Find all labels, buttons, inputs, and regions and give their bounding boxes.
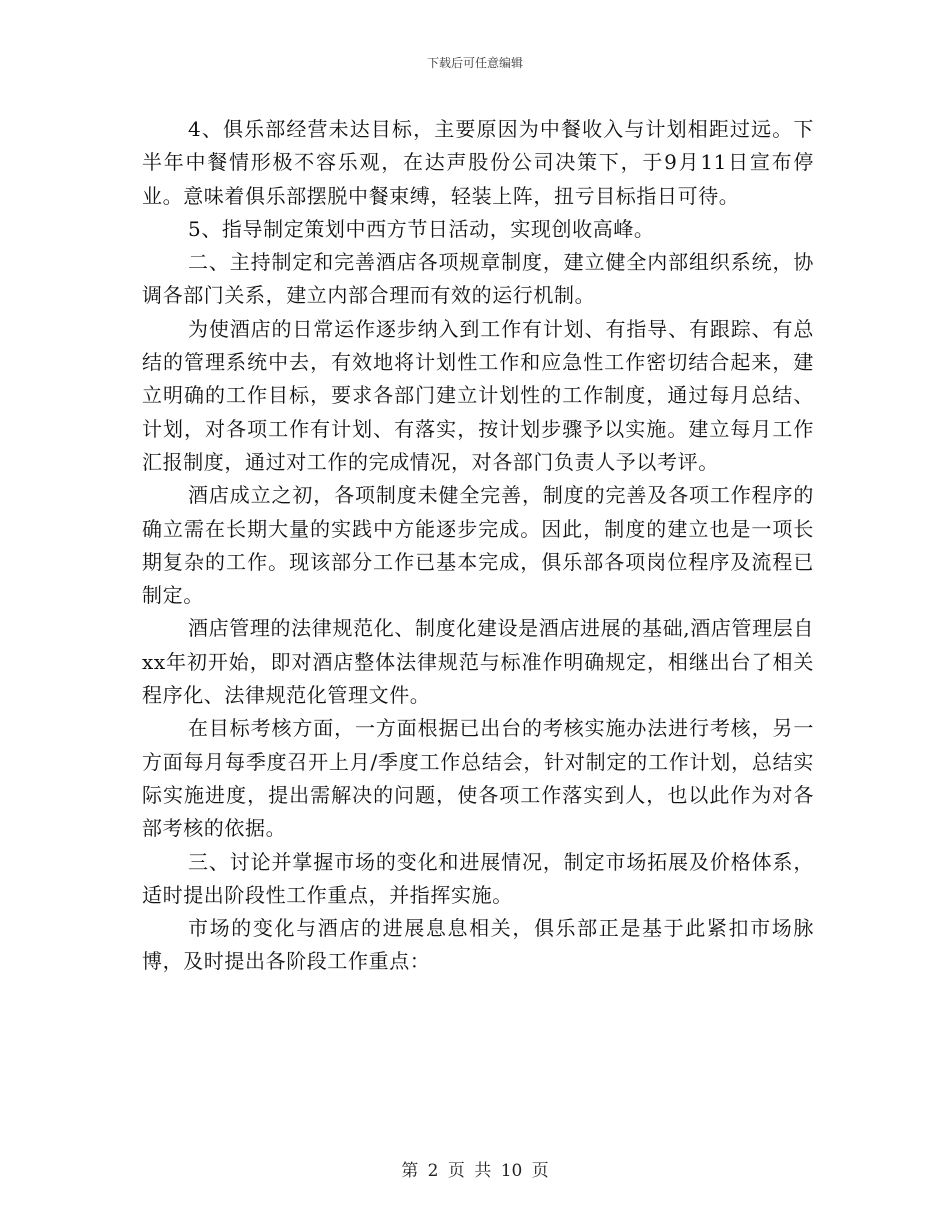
paragraph-performance-review: 在目标考核方面，一方面根据已出台的考核实施办法进行考核，另一方面每月每季度召开上月/季度工作总结会，针对制定的工作计划，总结实际实施进度，提出需解决的问题，使各项工作落实到人，也以此作为对各部考核的依据。 xyxy=(142,716,814,841)
footer-current-page: 2 xyxy=(427,1161,439,1181)
paragraph-legal-standards: 酒店管理的法律规范化、制度化建设是酒店进展的基础,酒店管理层自xx年初开始，即对酒店整体法律规范与标准作明确规定，相继出台了相关程序化、法律规范化管理文件。 xyxy=(142,616,814,708)
footer-middle: 页 共 xyxy=(447,1161,492,1181)
footer-suffix: 页 xyxy=(531,1161,549,1181)
footer-prefix: 第 xyxy=(401,1161,419,1181)
paragraph-section-two-heading: 二、主持制定和完善酒店各项规章制度，建立健全内部组织系统，协调各部门关系，建立内部合理而有效的运行机制。 xyxy=(142,250,814,308)
page-number-footer xyxy=(0,1156,950,1181)
paragraph-planning-system: 为使酒店的日常运作逐步纳入到工作有计划、有指导、有跟踪、有总结的管理系统中去，有效地将计划性工作和应急性工作密切结合起来，建立明确的工作目标，要求各部门建立计划性的工作制度，通过每月总结、计划，对各项工作有计划、有落实，按计划步骤予以实施。建立每月工作汇报制度，通过对工作的完成情况，对各部门负责人予以考评。 xyxy=(142,316,814,474)
paragraph-regulations: 酒店成立之初，各项制度未健全完善，制度的完善及各项工作程序的确立需在长期大量的实践中方能逐步完成。因此，制度的建立也是一项长期复杂的工作。现该部分工作已基本完成，俱乐部各项岗位程序及流程已制定。 xyxy=(142,483,814,608)
paragraph-market-focus: 市场的变化与酒店的进展息息相关，俱乐部正是基于此紧扣市场脉博，及时提出各阶段工作重点： xyxy=(142,916,814,974)
paragraph-catering-closure: 4、俱乐部经营未达目标，主要原因为中餐收入与计划相距过远。下半年中餐情形极不容乐观，在达声股份公司决策下，于9月11日宣布停业。意味着俱乐部摆脱中餐束缚，轻装上阵，扭亏目标指日可待。 xyxy=(142,117,814,208)
download-note: 下载后可任意编辑 xyxy=(426,56,523,70)
paragraph-festival-events: 5、指导制定策划中西方节日活动，实现创收高峰。 xyxy=(188,216,655,241)
footer-total-pages: 10 xyxy=(500,1161,523,1181)
document-body xyxy=(142,113,814,979)
paragraph-section-three-heading: 三、讨论并掌握市场的变化和进展情况，制定市场拓展及价格体系，适时提出阶段性工作重点，并指挥实施。 xyxy=(142,849,814,907)
